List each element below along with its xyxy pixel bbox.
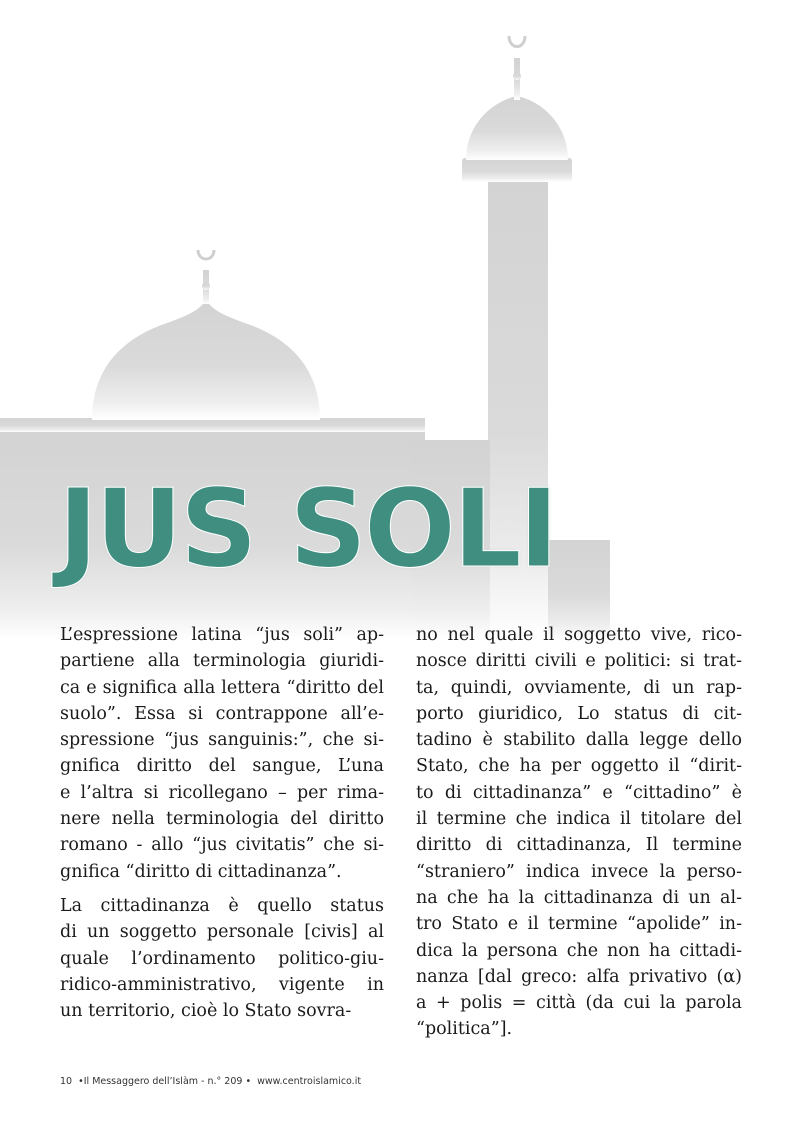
minaret-crescent-icon bbox=[509, 36, 525, 47]
text-line: quale l’ordinamento politico-giu- bbox=[60, 948, 384, 969]
text-line: La cittadinanza è quello status bbox=[60, 895, 384, 916]
text-line: il termine che indica il titolare del bbox=[416, 809, 742, 830]
text-line: nere nella terminologia del diritto bbox=[60, 809, 384, 830]
text-line: Stato, che ha per oggetto il “dirit- bbox=[416, 756, 742, 777]
text-line: dica la persona che non ha cittadi- bbox=[416, 940, 742, 961]
text-line: gnifica diritto del sangue, L’una bbox=[60, 756, 384, 777]
article-title: JUS SOLI bbox=[58, 467, 556, 592]
text-column-right bbox=[416, 622, 742, 1051]
text-line: ca e significa alla lettera “diritto del bbox=[60, 677, 384, 698]
text-line: gnifica “diritto di cittadinanza”. bbox=[60, 861, 342, 882]
text-line: no nel quale il soggetto vive, rico- bbox=[416, 625, 742, 645]
text-line: tro Stato e il termine “apolide” in- bbox=[416, 914, 742, 935]
text-line: partiene alla terminologia giuridi- bbox=[60, 651, 384, 672]
text-line: romano - allo “jus civitatis” che si- bbox=[60, 835, 384, 856]
text-line: nanza [dal greco: alfa privativo (α) bbox=[416, 966, 742, 987]
text-line: di un soggetto personale [civis] al bbox=[60, 922, 384, 943]
text-line: “straniero” indica invece la perso- bbox=[416, 861, 742, 882]
text-line: diritto di cittadinanza, Il termine bbox=[416, 835, 742, 856]
text-line: nosce diritti civili e politici: si trat- bbox=[416, 651, 742, 672]
page-number: 10 bbox=[60, 1076, 73, 1087]
text-line: na che ha la cittadinanza di un al- bbox=[416, 887, 742, 908]
paragraph bbox=[416, 622, 742, 1043]
text-line: “politica”]. bbox=[416, 1019, 513, 1040]
text-line: to di cittadinanza” e “cittadino” è bbox=[416, 782, 742, 803]
text-line: suolo”. Essa si contrappone all’e- bbox=[60, 703, 384, 724]
text-line: spressione “jus sanguinis:”, che si- bbox=[60, 730, 384, 751]
crescent-icon bbox=[198, 250, 214, 259]
publication-name: •Il Messaggero dell’Islàm - n.° 209 • bbox=[78, 1076, 252, 1087]
text-line: porto giuridico, Lo status di cit- bbox=[416, 703, 742, 724]
text-line: e l’altra si ricollegano – per rima- bbox=[60, 782, 384, 803]
page-footer bbox=[60, 1076, 364, 1087]
text-line: L’espressione latina “jus soli” ap- bbox=[60, 625, 384, 645]
paragraph bbox=[60, 893, 384, 1024]
website-link[interactable]: www.centroislamico.it bbox=[257, 1076, 362, 1087]
text-column-left bbox=[60, 622, 384, 1032]
text-line: tadino è stabilito dalla legge dello bbox=[416, 730, 742, 751]
text-line: ta, quindi, ovviamente, di un rap- bbox=[416, 677, 742, 698]
paragraph bbox=[60, 622, 384, 885]
text-line: ridico-amministrativo, vigente in bbox=[60, 974, 384, 995]
text-line: a + polis = città (da cui la parola bbox=[416, 993, 742, 1014]
text-line: un territorio, cioè lo Stato sovra- bbox=[60, 1001, 352, 1022]
